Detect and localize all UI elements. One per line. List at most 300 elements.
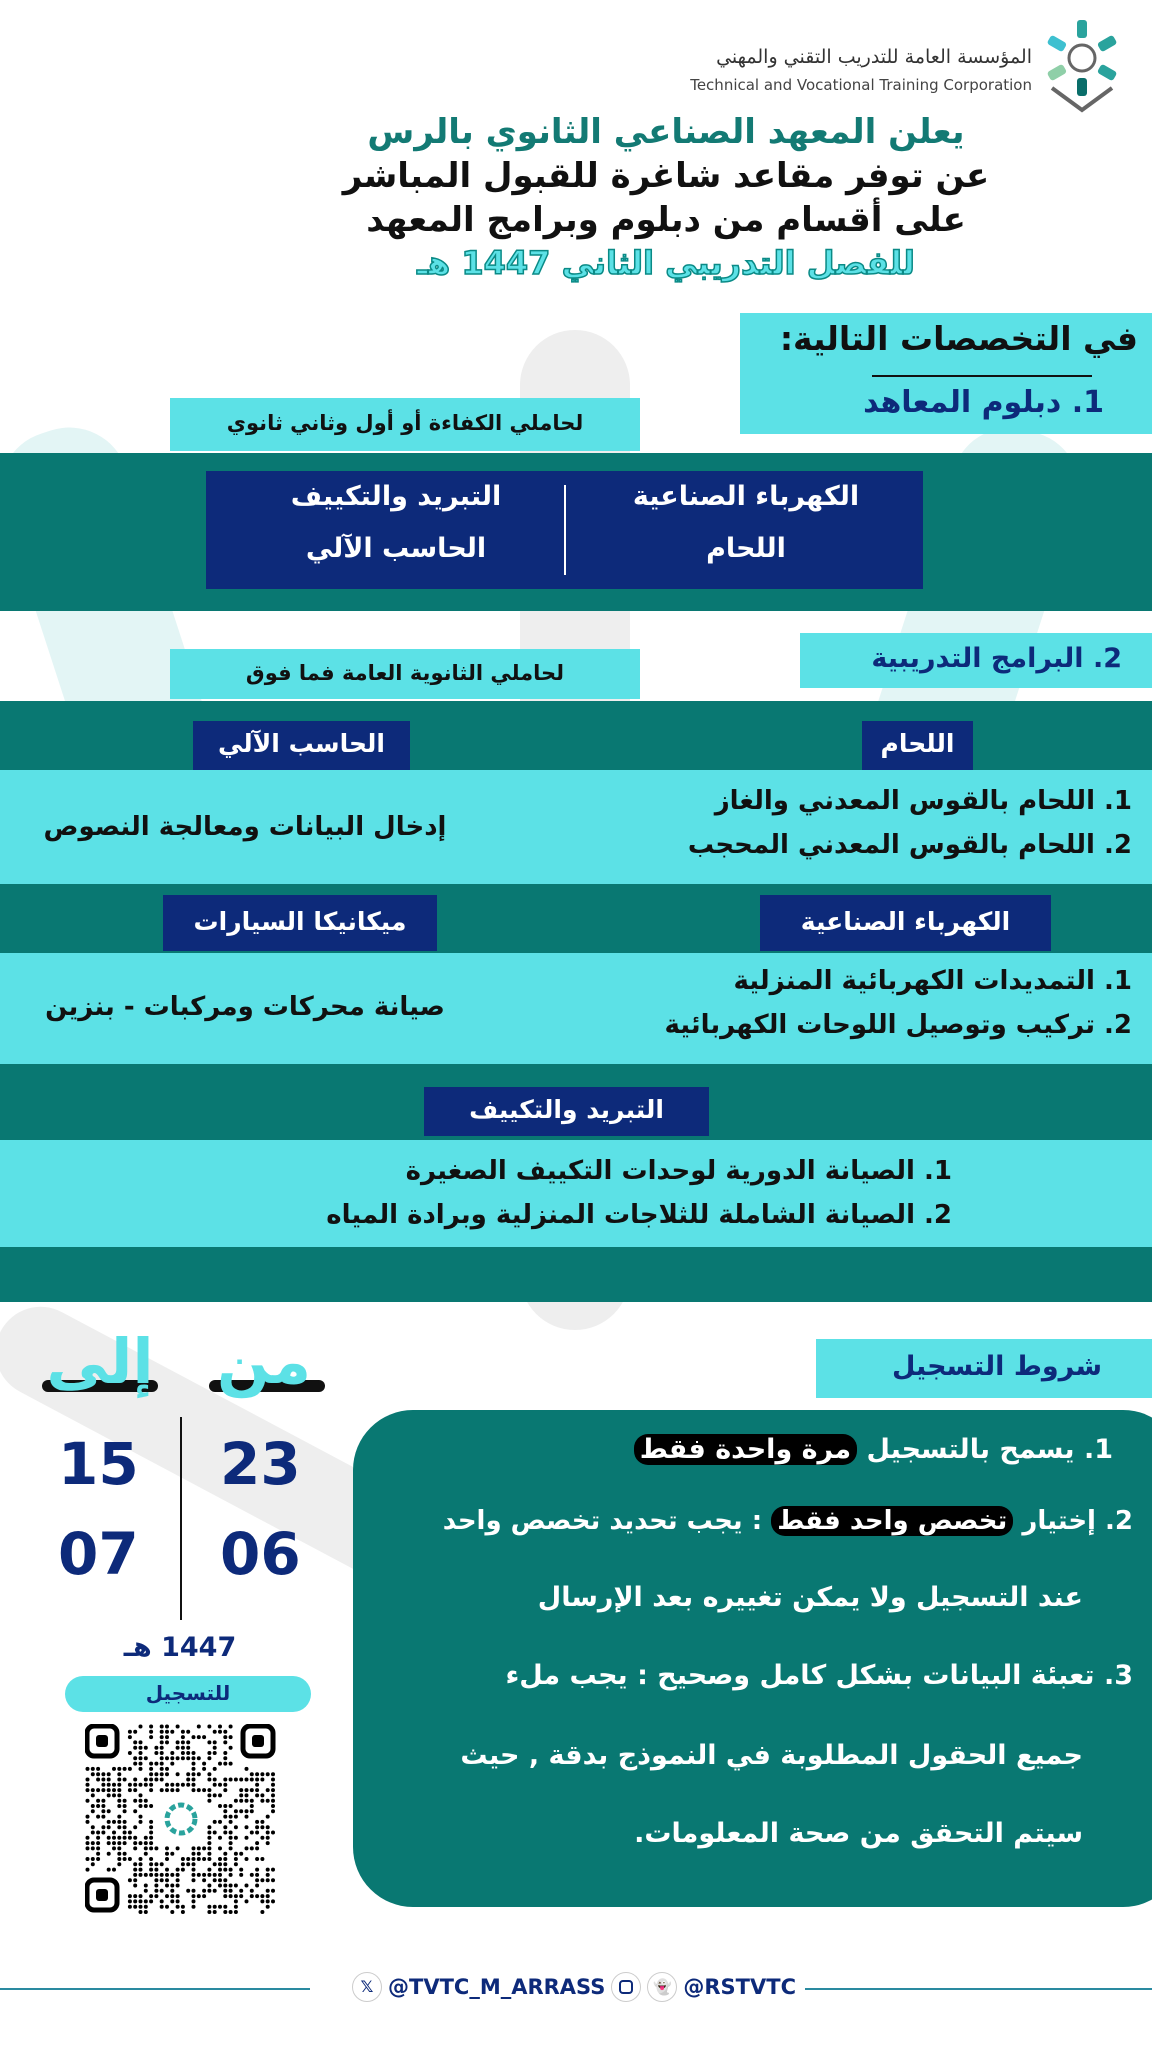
qr-dot — [218, 1793, 222, 1797]
qr-dot — [86, 1846, 90, 1850]
qr-dot — [266, 1836, 270, 1840]
qr-dot — [207, 1836, 211, 1840]
qr-dot — [181, 1756, 185, 1760]
qr-dot — [255, 1846, 259, 1850]
qr-dot — [133, 1868, 137, 1872]
qr-dot — [107, 1852, 111, 1856]
qr-dot — [123, 1836, 127, 1840]
qr-dot — [112, 1820, 116, 1824]
qr-dot — [250, 1799, 254, 1803]
program-label-hvac: التبريد والتكييف — [424, 1087, 709, 1136]
qr-dot — [160, 1751, 164, 1755]
qr-dot — [86, 1783, 90, 1787]
qr-dot — [181, 1783, 185, 1787]
qr-dot — [239, 1868, 243, 1872]
qr-dot — [213, 1783, 217, 1787]
qr-dot — [207, 1889, 211, 1893]
qr-dot — [160, 1889, 164, 1893]
qr-dot — [133, 1778, 137, 1782]
qr-dot — [117, 1815, 121, 1819]
instagram-icon[interactable] — [611, 1972, 641, 2002]
qr-dot — [234, 1905, 238, 1909]
qr-dot — [255, 1841, 259, 1845]
qr-dot — [223, 1815, 227, 1819]
qr-dot — [271, 1772, 275, 1776]
qr-dot — [213, 1793, 217, 1797]
qr-dot — [223, 1735, 227, 1739]
qr-dot — [107, 1809, 111, 1813]
qr-dot — [239, 1852, 243, 1856]
qr-dot — [250, 1831, 254, 1835]
qr-dot — [139, 1905, 143, 1909]
diploma-item: الكهرباء الصناعية — [632, 481, 860, 512]
qr-dot — [271, 1799, 275, 1803]
qr-dot — [192, 1735, 196, 1739]
qr-dot — [160, 1878, 164, 1882]
qr-dot — [133, 1730, 137, 1734]
qr-finder — [87, 1880, 117, 1910]
qr-dot — [154, 1862, 158, 1866]
qr-dot — [149, 1783, 153, 1787]
qr-dot — [160, 1730, 164, 1734]
qr-dot — [218, 1846, 222, 1850]
qr-dot — [207, 1841, 211, 1845]
qr-dot — [91, 1846, 95, 1850]
qr-dot — [207, 1857, 211, 1861]
qr-dot — [107, 1778, 111, 1782]
qr-dot — [133, 1762, 137, 1766]
qr-dot — [149, 1899, 153, 1903]
qr-dot — [192, 1751, 196, 1755]
qr-dot — [207, 1788, 211, 1792]
qr-dot — [250, 1894, 254, 1898]
qr-dot — [229, 1836, 233, 1840]
qr-dot — [149, 1868, 153, 1872]
qr-dot — [186, 1783, 190, 1787]
qr-dot — [170, 1889, 174, 1893]
qr-dot — [91, 1809, 95, 1813]
qr-finder — [87, 1726, 117, 1756]
condition-3-cont: سيتم التحقق من صحة المعلومات. — [634, 1818, 1083, 1849]
qr-dot — [266, 1825, 270, 1829]
qr-dot — [266, 1799, 270, 1803]
qr-dot — [207, 1799, 211, 1803]
qr-dot — [176, 1846, 180, 1850]
qr-dot — [192, 1756, 196, 1760]
qr-dot — [176, 1873, 180, 1877]
qr-dot — [149, 1841, 153, 1845]
qr-dot — [223, 1857, 227, 1861]
qr-dot — [149, 1762, 153, 1766]
qr-dot — [192, 1788, 196, 1792]
qr-dot — [266, 1878, 270, 1882]
qr-dot — [149, 1831, 153, 1835]
qr-dot — [192, 1772, 196, 1776]
qr-dot — [176, 1905, 180, 1909]
qr-dot — [255, 1878, 259, 1882]
qr-dot — [154, 1772, 158, 1776]
qr-dot — [207, 1905, 211, 1909]
qr-dot — [207, 1852, 211, 1856]
qr-dot — [186, 1751, 190, 1755]
snapchat-icon[interactable]: 👻 — [647, 1972, 677, 2002]
qr-dot — [91, 1767, 95, 1771]
qr-dot — [149, 1873, 153, 1877]
qr-dot — [96, 1767, 100, 1771]
qr-dot — [101, 1778, 105, 1782]
qr-dot — [218, 1862, 222, 1866]
qr-dot — [250, 1788, 254, 1792]
qr-dot — [234, 1836, 238, 1840]
qr-dot — [96, 1841, 100, 1845]
qr-dot — [202, 1889, 206, 1893]
qr-dot — [123, 1767, 127, 1771]
qr-dot — [176, 1746, 180, 1750]
qr-dot — [218, 1725, 222, 1729]
qr-dot — [271, 1804, 275, 1808]
program-item: 1. الصيانة الدورية لوحدات التكييف الصغيرة — [405, 1156, 952, 1186]
registration-heading: شروط التسجيل — [816, 1339, 1152, 1398]
divider — [0, 1988, 310, 1990]
qr-dot — [101, 1788, 105, 1792]
qr-dot — [123, 1799, 127, 1803]
qr-dot — [91, 1862, 95, 1866]
qr-dot — [229, 1762, 233, 1766]
qr-dot — [101, 1815, 105, 1819]
qr-dot — [128, 1767, 132, 1771]
qr-dot — [112, 1793, 116, 1797]
qr-dot — [139, 1820, 143, 1824]
qr-dot — [250, 1804, 254, 1808]
qr-dot — [234, 1809, 238, 1813]
qr-dot — [117, 1841, 121, 1845]
qr-dot — [229, 1868, 233, 1872]
qr-dot — [86, 1815, 90, 1819]
qr-dot — [229, 1725, 233, 1729]
qr-dot — [260, 1894, 264, 1898]
qr-dot — [154, 1751, 158, 1755]
section-programs-title: 2. البرامج التدريبية — [800, 633, 1152, 688]
qr-dot — [160, 1905, 164, 1909]
qr-dot — [255, 1873, 259, 1877]
qr-dot — [234, 1899, 238, 1903]
qr-dot — [192, 1868, 196, 1872]
specialties-heading: في التخصصات التالية: — [779, 319, 1138, 358]
qr-dot — [176, 1725, 180, 1729]
qr-dot — [218, 1804, 222, 1808]
qr-dot — [139, 1751, 143, 1755]
qr-dot — [176, 1772, 180, 1776]
qr-dot — [160, 1772, 164, 1776]
qr-dot — [165, 1783, 169, 1787]
qr-dot — [181, 1746, 185, 1750]
qr-dot — [245, 1788, 249, 1792]
qr-dot — [96, 1788, 100, 1792]
qr-dot — [96, 1772, 100, 1776]
qr-dot — [255, 1894, 259, 1898]
qr-dot — [139, 1873, 143, 1877]
qr-dot — [149, 1825, 153, 1829]
diploma-list — [206, 471, 923, 589]
qr-dot — [96, 1846, 100, 1850]
qr-dot — [165, 1857, 169, 1861]
qr-dot — [133, 1841, 137, 1845]
qr-dot — [133, 1740, 137, 1744]
qr-dot — [213, 1751, 217, 1755]
program-label-electrical: الكهرباء الصناعية — [760, 895, 1051, 951]
qr-dot — [165, 1905, 169, 1909]
qr-dot — [202, 1857, 206, 1861]
qr-dot — [245, 1857, 249, 1861]
qr-dot — [149, 1846, 153, 1850]
qr-dot — [165, 1740, 169, 1744]
diploma-item: التبريد والتكييف — [290, 481, 502, 512]
from-month: 06 — [220, 1520, 301, 1588]
qr-dot — [271, 1793, 275, 1797]
qr-dot — [234, 1825, 238, 1829]
qr-dot — [197, 1873, 201, 1877]
qr-dot — [117, 1846, 121, 1850]
qr-dot — [176, 1740, 180, 1744]
qr-dot — [117, 1783, 121, 1787]
qr-dot — [186, 1746, 190, 1750]
qr-dot — [266, 1905, 270, 1909]
qr-dot — [144, 1889, 148, 1893]
qr-dot — [213, 1740, 217, 1744]
qr-dot — [144, 1905, 148, 1909]
qr-dot — [133, 1899, 137, 1903]
qr-dot — [144, 1746, 148, 1750]
qr-dot — [165, 1767, 169, 1771]
qr-dot — [213, 1905, 217, 1909]
qr-dot — [154, 1846, 158, 1850]
qr-dot — [207, 1751, 211, 1755]
qr-dot — [86, 1788, 90, 1792]
qr-dot — [149, 1725, 153, 1729]
qr-dot — [133, 1905, 137, 1909]
qr-dot — [139, 1767, 143, 1771]
qr-dot — [149, 1767, 153, 1771]
qr-dot — [149, 1804, 153, 1808]
qr-dot — [266, 1889, 270, 1893]
qr-dot — [123, 1852, 127, 1856]
qr-dot — [139, 1740, 143, 1744]
qr-dot — [117, 1788, 121, 1792]
qr-dot — [239, 1809, 243, 1813]
qr-dot — [245, 1884, 249, 1888]
qr-dot — [260, 1878, 264, 1882]
qr-dot — [197, 1846, 201, 1850]
qr-dot — [271, 1778, 275, 1782]
qr-dot — [96, 1815, 100, 1819]
qr-dot — [86, 1857, 90, 1861]
qr-dot — [271, 1868, 275, 1872]
qr-dot — [234, 1862, 238, 1866]
qr-dot — [260, 1772, 264, 1776]
qr-dot — [223, 1889, 227, 1893]
qr-dot — [202, 1873, 206, 1877]
qr-dot — [86, 1868, 90, 1872]
qr-dot — [229, 1910, 233, 1914]
qr-dot — [128, 1878, 132, 1882]
qr-dot — [229, 1884, 233, 1888]
qr-dot — [149, 1735, 153, 1739]
qr-dot — [202, 1762, 206, 1766]
qr-dot — [86, 1799, 90, 1803]
qr-dot — [160, 1740, 164, 1744]
qr-dot — [192, 1873, 196, 1877]
qr-dot — [133, 1836, 137, 1840]
footer-social — [352, 1972, 796, 2002]
qr-dot — [223, 1804, 227, 1808]
qr-dot — [223, 1740, 227, 1744]
qr-dot — [186, 1862, 190, 1866]
qr-dot — [223, 1778, 227, 1782]
qr-dot — [245, 1846, 249, 1850]
qr-dot — [149, 1820, 153, 1824]
qr-dot — [218, 1783, 222, 1787]
qr-dot — [207, 1725, 211, 1729]
qr-dot — [255, 1820, 259, 1824]
qr-dot — [86, 1836, 90, 1840]
snapchat-handle[interactable]: @RSTVTC — [683, 1975, 796, 1999]
x-handle[interactable]: @TVTC_M_ARRASS — [388, 1975, 606, 1999]
qr-dot — [149, 1788, 153, 1792]
qr-dot — [176, 1899, 180, 1903]
qr-dot — [245, 1825, 249, 1829]
program-item: 2. اللحام بالقوس المعدني المحجب — [687, 830, 1132, 860]
qr-dot — [154, 1762, 158, 1766]
qr-dot — [91, 1857, 95, 1861]
qr-dot — [107, 1772, 111, 1776]
diploma-eligibility: لحاملي الكفاءة أو أول وثاني ثانوي — [170, 398, 640, 451]
qr-dot — [170, 1730, 174, 1734]
qr-dot — [86, 1778, 90, 1782]
qr-dot — [139, 1783, 143, 1787]
qr-dot — [117, 1836, 121, 1840]
qr-dot — [245, 1899, 249, 1903]
qr-dot — [165, 1846, 169, 1850]
qr-dot — [160, 1735, 164, 1739]
qr-dot — [117, 1767, 121, 1771]
qr-dot — [123, 1831, 127, 1835]
qr-dot — [96, 1836, 100, 1840]
qr-dot — [128, 1788, 132, 1792]
to-month: 07 — [58, 1520, 139, 1588]
qr-dot — [223, 1894, 227, 1898]
qr-dot — [165, 1852, 169, 1856]
qr-dot — [176, 1884, 180, 1888]
qr-dot — [229, 1746, 233, 1750]
qr-dot — [207, 1793, 211, 1797]
qr-dot — [266, 1831, 270, 1835]
qr-dot — [165, 1735, 169, 1739]
qr-dot — [255, 1788, 259, 1792]
qr-dot — [197, 1894, 201, 1898]
qr-dot — [112, 1767, 116, 1771]
qr-dot — [154, 1873, 158, 1877]
qr-dot — [112, 1836, 116, 1840]
qr-finder — [243, 1726, 273, 1756]
qr-dot — [86, 1841, 90, 1845]
qr-dot — [165, 1772, 169, 1776]
qr-dot — [91, 1804, 95, 1808]
qr-dot — [223, 1868, 227, 1872]
qr-dot — [213, 1878, 217, 1882]
qr-dot — [250, 1778, 254, 1782]
from-label: من — [216, 1325, 312, 1398]
qr-dot — [144, 1873, 148, 1877]
logo-name-arabic: المؤسسة العامة للتدريب التقني والمهني — [716, 46, 1032, 68]
qr-dot — [239, 1894, 243, 1898]
qr-dot — [133, 1788, 137, 1792]
qr-dot — [165, 1878, 169, 1882]
qr-dot — [239, 1788, 243, 1792]
qr-dot — [229, 1873, 233, 1877]
qr-dot — [160, 1778, 164, 1782]
qr-dot — [192, 1778, 196, 1782]
qr-dot — [133, 1862, 137, 1866]
qr-dot — [260, 1857, 264, 1861]
qr-dot — [245, 1767, 249, 1771]
qr-dot — [144, 1836, 148, 1840]
qr-dot — [207, 1884, 211, 1888]
qr-dot — [245, 1836, 249, 1840]
qr-dot — [223, 1878, 227, 1882]
qr-dot — [107, 1788, 111, 1792]
qr-dot — [107, 1868, 111, 1872]
qr-dot — [218, 1857, 222, 1861]
qr-dot — [144, 1783, 148, 1787]
qr-dot — [133, 1894, 137, 1898]
qr-dot — [245, 1793, 249, 1797]
registration-qr-code[interactable] — [85, 1724, 277, 1914]
qr-dot — [170, 1751, 174, 1755]
qr-dot — [154, 1884, 158, 1888]
x-icon[interactable]: 𝕏 — [352, 1972, 382, 2002]
qr-dot — [176, 1756, 180, 1760]
qr-dot — [144, 1799, 148, 1803]
qr-dot — [223, 1809, 227, 1813]
qr-dot — [186, 1889, 190, 1893]
highlight: تخصص واحد فقط — [771, 1506, 1013, 1536]
qr-dot — [229, 1804, 233, 1808]
qr-dot — [250, 1846, 254, 1850]
qr-dot — [112, 1841, 116, 1845]
qr-dot — [266, 1815, 270, 1819]
qr-dot — [186, 1756, 190, 1760]
qr-dot — [117, 1857, 121, 1861]
qr-dot — [101, 1804, 105, 1808]
qr-dot — [149, 1730, 153, 1734]
condition-2: 2. إختيار تخصص واحد فقط : يجب تحديد تخصص واحد — [442, 1506, 1133, 1536]
qr-dot — [139, 1746, 143, 1750]
qr-dot — [245, 1799, 249, 1803]
qr-dot — [218, 1878, 222, 1882]
qr-dot — [128, 1751, 132, 1755]
qr-dot — [223, 1910, 227, 1914]
qr-dot — [229, 1778, 233, 1782]
qr-dot — [165, 1788, 169, 1792]
qr-dot — [266, 1772, 270, 1776]
qr-dot — [133, 1846, 137, 1850]
qr-dot — [154, 1894, 158, 1898]
qr-dot — [154, 1778, 158, 1782]
program-label-computer: الحاسب الآلي — [193, 721, 410, 770]
qr-dot — [139, 1762, 143, 1766]
qr-dot — [128, 1836, 132, 1840]
qr-dot — [266, 1899, 270, 1903]
